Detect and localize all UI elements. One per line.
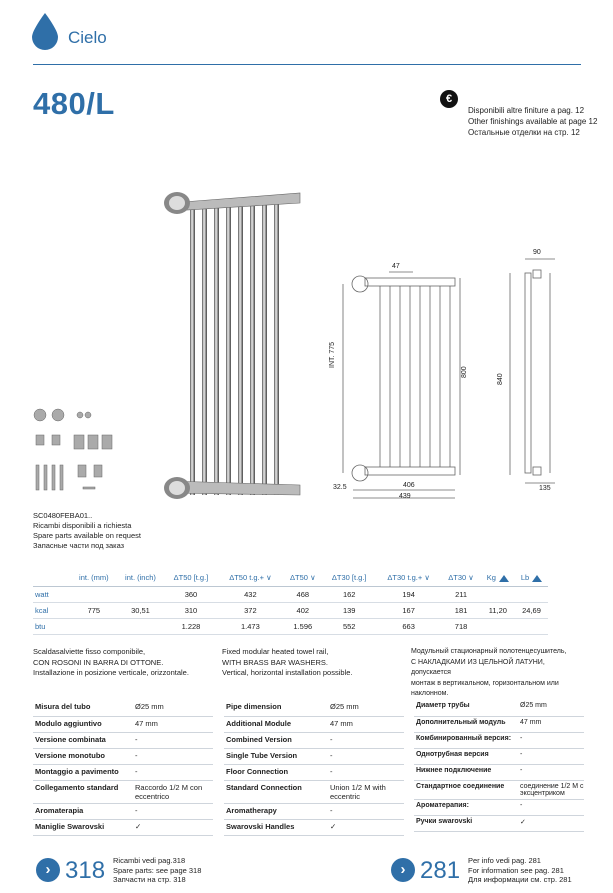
footer-line: Для информации см. стр. 281 xyxy=(468,875,572,884)
dim-height: 800 xyxy=(461,366,468,378)
detail-key: Стандартное соединение xyxy=(414,780,518,799)
detail-value: - xyxy=(328,764,404,780)
page-link-318[interactable]: 318 xyxy=(65,857,106,884)
dim-depth: 90 xyxy=(533,249,541,256)
detail-value: Ø25 mm xyxy=(518,700,584,716)
footer-line: Spare parts: see page 318 xyxy=(113,865,202,875)
table-row xyxy=(33,764,213,780)
detail-value: ✓ xyxy=(518,815,584,831)
int-inch-cell: 30,51 xyxy=(117,602,165,618)
dim-module-gap: 47 xyxy=(392,263,400,270)
spec-header-row xyxy=(33,570,548,586)
spec-corner xyxy=(33,570,71,586)
detail-value: - xyxy=(133,748,213,764)
cell: 211 xyxy=(441,586,480,602)
detail-value: Raccordo 1/2 M con eccentrico xyxy=(133,780,213,803)
table-row xyxy=(224,748,404,764)
desc-line: WITH BRASS BAR WASHERS. xyxy=(222,657,328,667)
cell: 372 xyxy=(218,602,283,618)
arrow-right-icon[interactable]: › xyxy=(391,858,415,882)
table-row xyxy=(224,716,404,732)
spec-header-lb xyxy=(515,570,548,586)
front-dimension-drawing xyxy=(325,258,468,503)
front-drawing-lines xyxy=(325,258,465,503)
model-title: 480/L xyxy=(33,86,115,121)
detail-key: Ароматерапия: xyxy=(414,799,518,815)
detail-key: Versione combinata xyxy=(33,732,133,748)
table-row xyxy=(414,799,584,815)
detail-key: Montaggio a pavimento xyxy=(33,764,133,780)
detail-key: Collegamento standard xyxy=(33,780,133,803)
detail-key: Комбинированный версия: xyxy=(414,732,518,748)
desc-line: Installazione in posizione verticale, orizzontale. xyxy=(33,668,189,677)
cell: 718 xyxy=(441,618,480,634)
empty-cell xyxy=(481,586,515,602)
finishes-note-it: Disponibili altre finiture a pag. 12 xyxy=(468,106,585,115)
detail-key: Versione monotubo xyxy=(33,748,133,764)
footer-line: For information see pag. 281 xyxy=(468,865,564,875)
euro-icon: € xyxy=(440,90,458,108)
desc-line: CON ROSONI IN BARRA DI OTTONE. xyxy=(33,657,164,667)
detail-key: Однотрубная версия xyxy=(414,748,518,764)
detail-value: ✓ xyxy=(328,819,404,835)
description-ru xyxy=(411,647,581,700)
cell: 139 xyxy=(323,602,376,618)
description-it xyxy=(33,647,213,679)
detail-key: Дополнительный модуль xyxy=(414,716,518,732)
detail-key: Aromaterapia xyxy=(33,803,133,819)
kg-label: Kg xyxy=(486,573,496,583)
lb-cell: 24,69 xyxy=(515,602,548,618)
cell: 360 xyxy=(164,586,217,602)
detail-value: ✓ xyxy=(133,819,213,835)
table-row xyxy=(414,764,584,780)
spec-table xyxy=(33,570,548,635)
detail-value: - xyxy=(133,803,213,819)
detail-key: Modulo aggiuntivo xyxy=(33,716,133,732)
table-row xyxy=(33,602,548,618)
spare-note-en: Spare parts available on request xyxy=(33,531,141,540)
spec-header: int. (mm) xyxy=(71,570,117,586)
spec-header-kg xyxy=(481,570,515,586)
empty-cell xyxy=(117,586,165,602)
empty-cell xyxy=(515,586,548,602)
brand-name: Cielo xyxy=(68,28,107,47)
finishes-note-ru: Остальные отделки на стр. 12 xyxy=(468,128,580,137)
table-row xyxy=(33,780,213,803)
desc-line: Vertical, horizontal installation possible. xyxy=(222,668,353,677)
dim-left-offset: 32.5 xyxy=(333,484,347,491)
dim-int-height: INT. 775 xyxy=(329,341,336,368)
table-row xyxy=(414,732,584,748)
page-link-281[interactable]: 281 xyxy=(420,857,461,884)
table-row xyxy=(224,700,404,716)
desc-line: Модульный стационарный полотенцесушитель, xyxy=(411,648,567,655)
footer-line: Per info vedi pag. 281 xyxy=(468,856,541,865)
empty-cell xyxy=(71,618,117,634)
side-drawing-lines xyxy=(495,245,565,495)
cell: 162 xyxy=(323,586,376,602)
table-row xyxy=(224,780,404,803)
cell: 181 xyxy=(441,602,480,618)
detail-value: - xyxy=(328,803,404,819)
side-dimension-drawing xyxy=(495,245,565,495)
cell: 194 xyxy=(376,586,441,602)
detail-key: Combined Version xyxy=(224,732,328,748)
spec-header: int. (inch) xyxy=(117,570,165,586)
cell: 432 xyxy=(218,586,283,602)
cell: 402 xyxy=(283,602,322,618)
finishes-note-en: Other finishings available at page 12 xyxy=(468,117,598,126)
footer-line: Запчасти на стр. 318 xyxy=(113,875,186,884)
table-row xyxy=(224,803,404,819)
cell: 1.596 xyxy=(283,618,322,634)
cell: 468 xyxy=(283,586,322,602)
header-divider xyxy=(33,64,581,65)
cell: 1.228 xyxy=(164,618,217,634)
detail-key: Нижнее подключение xyxy=(414,764,518,780)
detail-key: Single Tube Version xyxy=(224,748,328,764)
dim-total-width: 439 xyxy=(399,493,411,500)
cell: 310 xyxy=(164,602,217,618)
desc-line: Fixed modular heated towel rail, xyxy=(222,647,329,656)
detail-value: 47 mm xyxy=(328,716,404,732)
lb-label: Lb xyxy=(520,573,530,583)
details-table-en xyxy=(224,700,404,836)
spec-header: ΔT30 ∨ xyxy=(441,570,480,586)
dim-side-height: 840 xyxy=(497,373,504,385)
dim-inner-width: 406 xyxy=(403,482,415,489)
detail-key: Maniglie Swarovski xyxy=(33,819,133,835)
weight-icon xyxy=(499,575,509,582)
detail-value: Union 1/2 M with eccentric xyxy=(328,780,404,803)
cell: 552 xyxy=(323,618,376,634)
table-row xyxy=(224,819,404,835)
table-row xyxy=(224,764,404,780)
table-row xyxy=(33,618,548,634)
table-row xyxy=(33,716,213,732)
footer-line: Ricambi vedi pag.318 xyxy=(113,856,186,865)
detail-value: Ø25 mm xyxy=(328,700,404,716)
detail-key: Ручки swarovski xyxy=(414,815,518,831)
table-row xyxy=(33,748,213,764)
dim-base-depth: 135 xyxy=(539,485,551,492)
spec-header: ΔT30 [t.g.] xyxy=(323,570,376,586)
row-label: kcal xyxy=(33,602,71,618)
empty-cell xyxy=(515,618,548,634)
spare-parts-image xyxy=(28,405,118,505)
spec-header: ΔT50 t.g.+ ∨ xyxy=(218,570,283,586)
spare-code: SC0480FEBA01.. xyxy=(33,511,93,520)
desc-line: монтаж в вертикальном, горизонтальном или xyxy=(411,679,559,687)
detail-value: 47 mm xyxy=(133,716,213,732)
detail-key: Aromatherapy xyxy=(224,803,328,819)
table-row xyxy=(33,732,213,748)
detail-value: - xyxy=(133,764,213,780)
spec-header: ΔT30 t.g.+ ∨ xyxy=(376,570,441,586)
table-row xyxy=(414,815,584,831)
desc-line: Scaldasalviette fisso componibile, xyxy=(33,647,146,656)
spec-header: ΔT50 [t.g.] xyxy=(164,570,217,586)
desc-line: наклонном. xyxy=(411,690,449,697)
detail-key: Диаметр трубы xyxy=(414,700,518,716)
table-row xyxy=(33,700,213,716)
detail-value: - xyxy=(133,732,213,748)
detail-value: - xyxy=(518,748,584,764)
spare-note-it: Ricambi disponibili a richiesta xyxy=(33,521,132,530)
row-label: btu xyxy=(33,618,71,634)
empty-cell xyxy=(71,586,117,602)
row-label: watt xyxy=(33,586,71,602)
table-row xyxy=(414,700,584,716)
table-row xyxy=(33,819,213,835)
kg-cell: 11,20 xyxy=(481,602,515,618)
detail-value: - xyxy=(328,732,404,748)
details-table-it xyxy=(33,700,213,836)
detail-value: - xyxy=(518,799,584,815)
table-row xyxy=(414,780,584,799)
desc-line: С НАКЛАДКАМИ ИЗ ЦЕЛЬНОЙ ЛАТУНИ, допускается xyxy=(411,658,545,676)
int-mm-cell: 775 xyxy=(71,602,117,618)
empty-cell xyxy=(481,618,515,634)
detail-key: Floor Connection xyxy=(224,764,328,780)
product-photo xyxy=(150,185,320,505)
info-ref xyxy=(468,856,572,885)
empty-cell xyxy=(117,618,165,634)
detail-key: Misura del tubo xyxy=(33,700,133,716)
weight-icon xyxy=(532,575,542,582)
cell: 1.473 xyxy=(218,618,283,634)
arrow-right-icon[interactable]: › xyxy=(36,858,60,882)
detail-value: - xyxy=(518,732,584,748)
detail-value: - xyxy=(328,748,404,764)
description-en xyxy=(222,647,402,679)
detail-key: Additional Module xyxy=(224,716,328,732)
details-table-ru xyxy=(414,700,584,832)
detail-value: - xyxy=(518,764,584,780)
detail-key: Swarovski Handles xyxy=(224,819,328,835)
table-row xyxy=(33,586,548,602)
detail-value: соединение 1/2 M с эксцентриком xyxy=(518,780,584,799)
spare-note-ru: Запасные части под заказ xyxy=(33,541,125,550)
detail-value: 47 mm xyxy=(518,716,584,732)
detail-key: Pipe dimension xyxy=(224,700,328,716)
spec-header: ΔT50 ∨ xyxy=(283,570,322,586)
detail-key: Standard Connection xyxy=(224,780,328,803)
table-row xyxy=(414,716,584,732)
table-row xyxy=(224,732,404,748)
spare-parts-ref xyxy=(113,856,201,885)
detail-value: Ø25 mm xyxy=(133,700,213,716)
table-row xyxy=(33,803,213,819)
cell: 167 xyxy=(376,602,441,618)
water-drop-icon xyxy=(30,12,60,50)
cell: 663 xyxy=(376,618,441,634)
table-row xyxy=(414,748,584,764)
